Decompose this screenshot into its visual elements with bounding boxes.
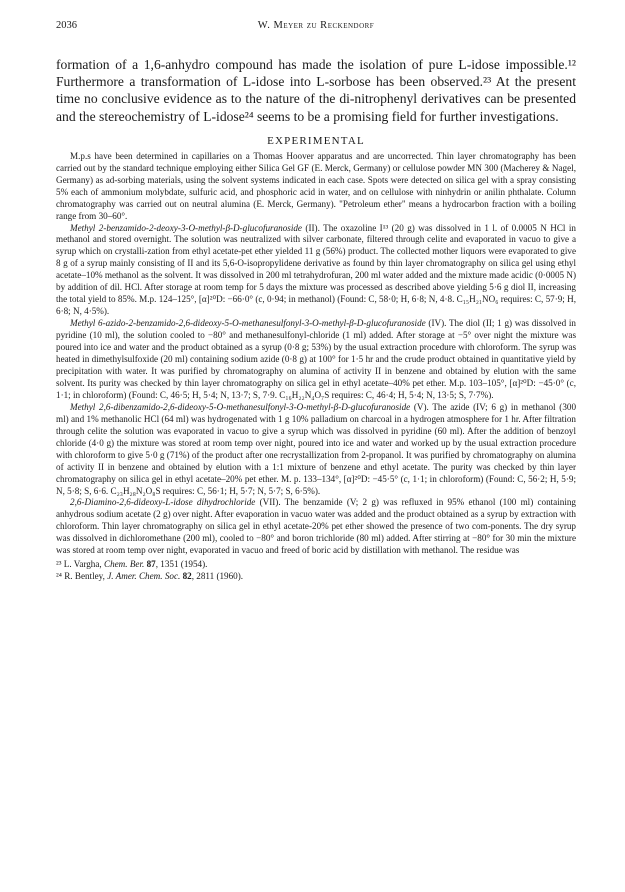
intro-text: formation of a 1,6-anhydro compound has made the isolation of pure L-idose impossible.¹² Furthermore a transformation of L-idose into L-sorbose has been observed.²³ At the present time no conclusive evidence as to the nature of the di-nitrophenyl derivatives can be presented and the stereochemistry of L-idose²⁴ seems to be a promising field for further investigations. [56,57,576,124]
footnote-volume: 82 [182,570,192,581]
page-header [56,20,576,38]
compound-name: Methyl 2-benzamido-2-deoxy-3-O-methyl-β-D-glucofuranoside [70,222,302,233]
compound-name: Methyl 2,6-dibenzamido-2,6-dideoxy-5-O-methanesulfonyl-3-O-methyl-β-D-glucofuranoside [70,401,411,412]
body-paragraph [56,223,576,319]
body-paragraph [56,497,576,557]
footnote-journal: Chem. Ber. [103,559,145,570]
footnote-authors: R. Bentley, [64,570,108,581]
footnote-mark: ²⁴ [56,570,62,581]
paragraph-text: (V). The azide (IV; 6 g) in methanol (300 ml) and 1% methanolic HCl (64 ml) was hydrogenated with 1 g 10% palladium on charcoal in a hydrogen atmosphere for 1 hr. After filtration through celite the solution was evaporated in vacuo to give a syrup which was dissolved in pyridine (60 ml). After the addition of benzoyl chloride (4·0 g) the mixture was stored at room temp over night, poured into ice and water and worked up by the usual extraction procedure with chloroform to give 5·0 g (71%) of the product after one recrystallization from 2-propanol. It was purified by chromatography on alumina of activity II in benzene and obtained by elution with a 1:1 mixture of benzene and ethyl acetate. The purity was checked by thin layer chromatography on silica gel in ethyl acetate–20% pet ether. M. p. 133–134°, [α]²⁰D: −45·5° (c, 1·1; in chloroform) (Found: C, 56·2; H, 5·9; N, 5·8; S, 6·6. C₂₃H₂₈N₂O₈S requires: C, 56·1; H, 5·7; N, 5·7; S, 6·5%). [56,401,577,496]
footnote-journal: J. Amer. Chem. Soc. [107,570,181,581]
compound-name: 2,6-Diamino-2,6-dideoxy-L-idose dihydrochloride [70,497,256,508]
paragraph-text: M.p.s have been determined in capillaries on a Thomas Hoover apparatus and are uncorrected. Thin layer chromatography has been carried out by the standard technique employing either Silica Gel GF (E. Merck, Germany) or cellulose powder MN 300 (Macherey & Nagel, Germany) as ad-sorbing materials, using the solvent systems indicated in each case. Spots were detected on silica gel with a spray consisting 5% each of ammonium molybdate, sulfuric acid, and phosphoric acid in water, and on cellulose with ninhydrin or anilin phthalate. Column chromatography was carried out on neutral alumina (E. Merck, Germany). "Petroleum ether" means a hydrocarbon fraction with a boiling range from 30–60°. [56,150,576,221]
body-paragraph [56,151,576,223]
footnotes [56,559,576,582]
intro-paragraph [56,56,576,125]
experimental-body [56,151,576,557]
page [56,20,576,582]
footnote-volume: 87 [146,559,156,570]
page-number: 2036 [56,20,77,31]
body-paragraph [56,402,576,498]
paragraph-text: (VII). The benzamide (V; 2 g) was refluxed in 95% ethanol (100 ml) containing anhydrous sodium acetate (2 g) over night. After evaporation in vacuo water was added and the product obtained as a syrup by extraction with chloroform. Thin layer chromatography on silica gel in ethyl acetate-20% pet ether showed the presence of two com-ponents. The dry syrup was dissolved in dichloromethane (200 ml), cooled to −80° and boron trichloride (80 ml) added. After stirring at −80° for 30 min the mixture was stored at room temp over night, evaporated in vacuo and freed of boric acid by distillation with methanol. The residue was [56,497,576,556]
footnote-mark: ²³ [56,559,62,570]
section-heading: EXPERIMENTAL [267,134,365,147]
footnote [56,559,576,571]
footnote [56,571,576,583]
paragraph-text: (IV). The diol (II; 1 g) was dissolved in pyridine (10 ml), the solution cooled to −80° and methanesulfonyl-chloride (1 ml) added. After storage at −5° over night the mixture was poured into ice and water and the product obtained as a syrup (0·8 g; 53%) by the usual extraction procedure with chloroform. The syrup was heated in dimethylsulfoxide (20 ml) containing sodium azide (0·8 g) at 100° for 1·5 hr and the crude product obtained in quantitative yield by precipitation with water. It was purified by chromatography on alumina of activity II in benzene and obtained by elution with the same solvent. Its purity was checked by thin layer chromatography on silica gel in ethyl acetate–40% pet ether. M.p. 103–105°, [α]²⁰D: −45·0° (c, 1·1; in chloroform) (Found: C, 46·5; H, 5·4; N, 13·7; S, 7·9. C₁₆H₂₂N₄O₇S requires: C, 46·4; H, 5·4; N, 13·5; S, 7·7%). [56,318,576,400]
body-paragraph [56,318,576,402]
footnote-authors: L. Vargha, [63,559,104,570]
running-title: W. Meyer zu Reckendorf [257,20,375,31]
footnote-rest: , 2811 (1960). [191,570,244,581]
compound-name: Methyl 6-azido-2-benzamido-2,6-dideoxy-5-O-methanesulfonyl-3-O-methyl-β-D-glucofuranoside [70,318,426,329]
paragraph-text: (II). The oxazoline I¹³ (20 g) was dissolved in 1 l. of 0.0005 N HCl in methanol and stored overnight. The solution was neutralized with silver carbonate, filtered through celite and evaporated in vacuo to give a syrup which on crystalli-zation from ethyl acetate-pet ether yielded 11 g (56%) product. The collected mother liquors were evaporated to give 8 g of a syrup mainly consisting of II and its 5,6-O-isopropylidene derivative as found by thin layer chromatography on silica gel using ethyl acetate–10% methanol as the solvent. It was dissolved in 200 ml tetrahydrofuran, 200 ml water added and the mixture made acidic (0·0005 N) by addition of dil. HCl. After storage at room temp for 5 days the mixture was processed as described above yielding 5·6 g diol II, increasing the total yield to 85%. M.p. 124–125°, [α]²⁰D: −66·0° (c, 0·94; in methanol) (Found: C, 58·0; H, 6·8; N, 4·8. C₁₅H₂₁NO₆ requires: C, 57·9; H, 6·8; N, 4·5%). [56,222,576,317]
footnote-rest: , 1351 (1954). [155,559,208,570]
